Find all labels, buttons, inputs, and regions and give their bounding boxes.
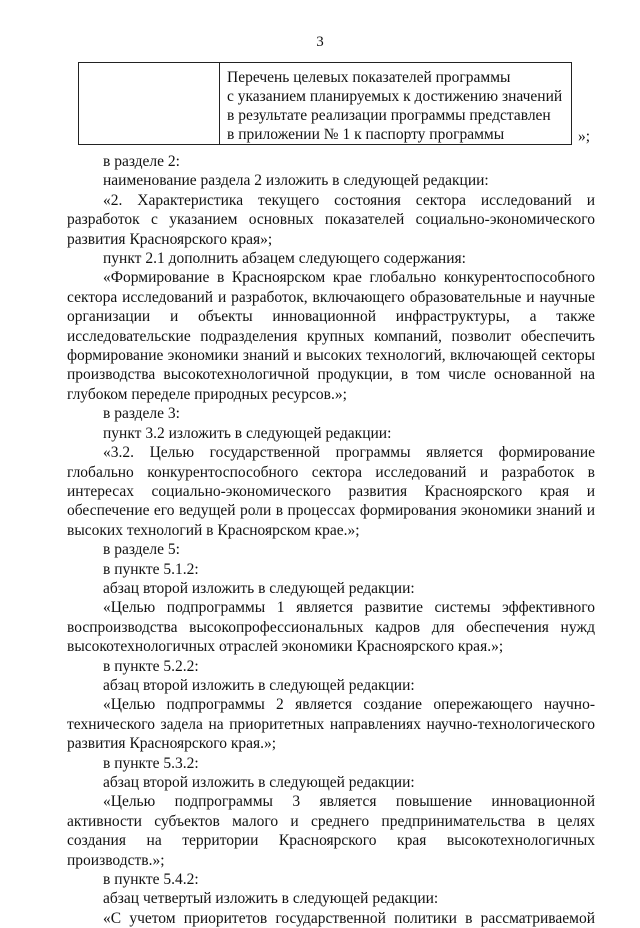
paragraph: «Целью подпрограммы 1 является развитие системы эффективного воспроизводства высокопрофессиональных кадров для обеспечения нужд высокотехнологичных отраслей экономики Красноярского края.»; — [67, 599, 595, 656]
table-cell-text — [227, 68, 567, 144]
paragraph: в пункте 5.2.2: — [103, 657, 199, 675]
paragraph: «2. Характеристика текущего состояния сектора исследований и разработок с указанием основных показателей социально-экономического развития Красноярского края»; — [67, 191, 595, 248]
paragraph: в пункте 5.4.2: — [103, 871, 199, 889]
table-line: в приложении № 1 к паспорту программы — [227, 126, 505, 143]
paragraph: в пункте 5.3.2: — [103, 754, 199, 772]
table-line: с указанием планируемых к достижению значений — [227, 88, 563, 105]
paragraph: в разделе 2: — [103, 153, 180, 170]
paragraph: в разделе 3: — [103, 405, 180, 423]
paragraph: «С учетом приоритетов государственной политики в рассматриваемой — [103, 909, 595, 927]
table-closing-quote: »; — [578, 128, 591, 145]
page-number: 3 — [316, 34, 324, 50]
paragraph: в разделе 5: — [103, 541, 180, 559]
paragraph: «Целью подпрограммы 3 является повышение инновационной активности субъектов малого и среднего предпринимательства в целях создания на территории Красноярского края высокотехнологичных производств.»; — [67, 793, 595, 869]
table-line: Перечень целевых показателей программы — [227, 69, 511, 86]
paragraph: абзац второй изложить в следующей редакции: — [103, 579, 415, 597]
document-body — [67, 152, 595, 928]
paragraph: «Формирование в Красноярском крае глобально конкурентоспособного сектора исследований и разработок, включающего образовательные и научные организации и объекты инновационной инфраструктуры, а также исследовательские подразделения крупных компаний, позволит обеспечить формирование экономики знаний и высоких технологий, включающей секторы производства высокотехнологичной продукции, в том числе основанной на глубоком переделе природных ресурсов.»; — [67, 269, 595, 403]
table-column-divider — [219, 63, 220, 144]
paragraph: абзац второй изложить в следующей редакции: — [103, 676, 415, 694]
paragraph: пункт 2.1 дополнить абзацем следующего содержания: — [103, 250, 466, 268]
paragraph: абзац четвертый изложить в следующей редакции: — [103, 890, 439, 908]
paragraph: в пункте 5.1.2: — [103, 560, 199, 578]
table-line: в результате реализации программы представлен — [227, 107, 551, 124]
paragraph: абзац второй изложить в следующей редакции: — [103, 774, 415, 791]
paragraph: «Целью подпрограммы 2 является создание опережающего научно-технического задела на приоритетных направлениях научно-технологического развития Красноярского края.»; — [67, 696, 595, 753]
paragraph: пункт 3.2 изложить в следующей редакции: — [103, 424, 392, 442]
program-table — [78, 62, 572, 145]
paragraph: наименование раздела 2 изложить в следующей редакции: — [103, 172, 489, 190]
paragraph: «3.2. Целью государственной программы является формирование глобально конкурентоспособного сектора исследований и разработок в интересах социально-экономического развития Красноярского края и обеспечение его ведущей роли в процессах формирования экономики знаний и высоких технологий в Красноярском крае.»; — [67, 444, 595, 539]
